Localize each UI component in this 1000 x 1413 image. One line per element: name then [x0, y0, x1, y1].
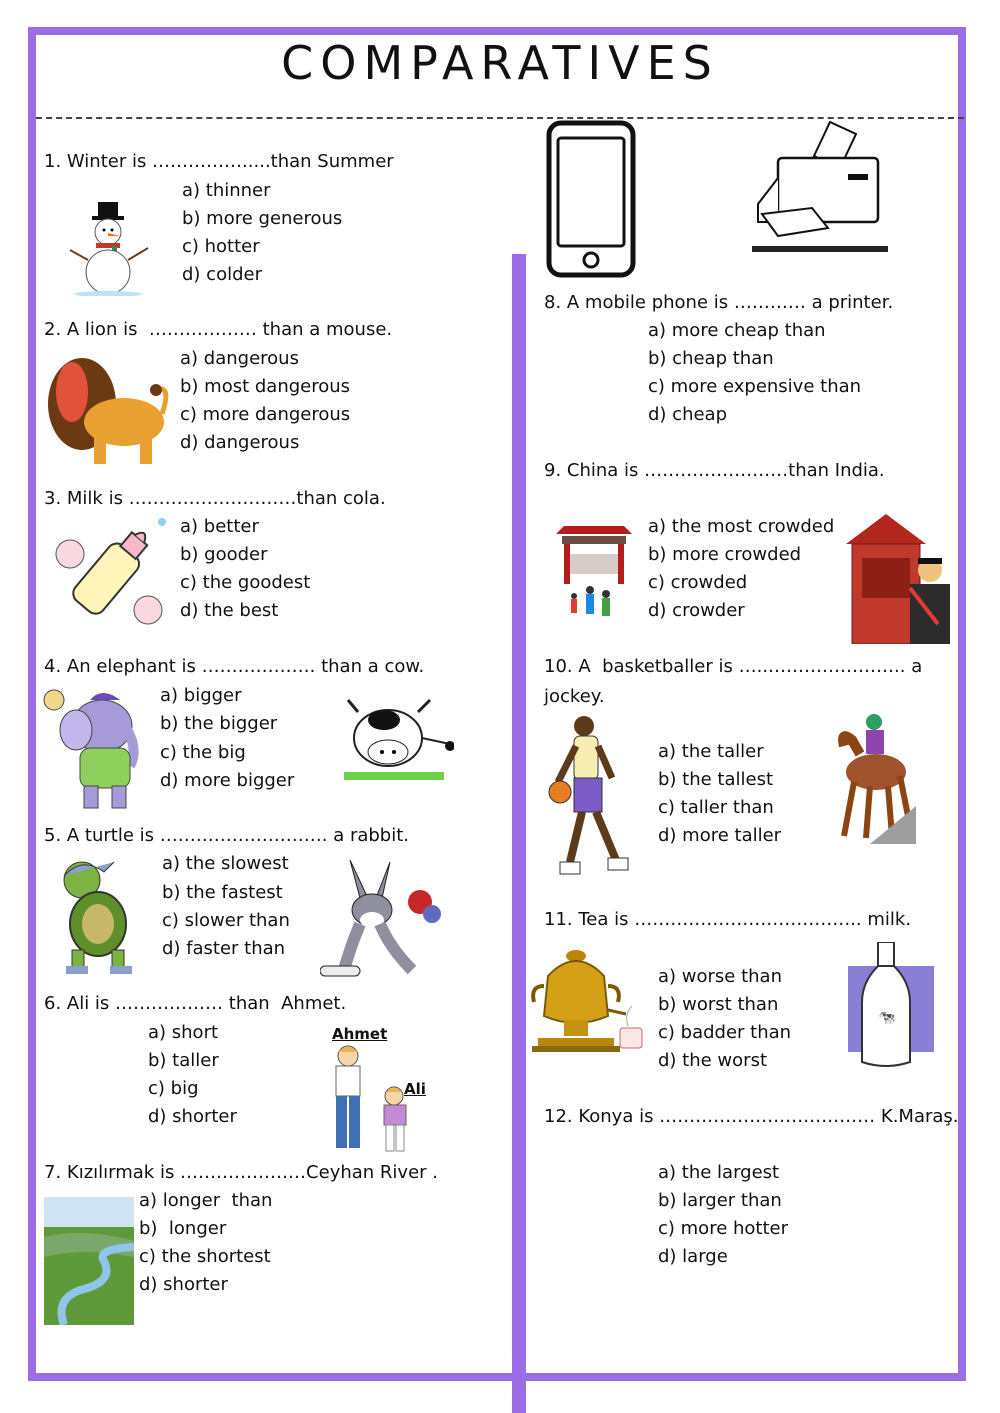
rabbit-icon	[320, 858, 452, 980]
q3-option-a[interactable]: a) better	[180, 516, 259, 537]
q2-option-d[interactable]: d) dangerous	[180, 432, 300, 453]
mobile-phone-icon	[546, 120, 636, 278]
question-8: 8. A mobile phone is ………… a printer.	[544, 292, 894, 313]
question-9: 9. China is ……………………than India.	[544, 460, 885, 481]
q5-option-a[interactable]: a) the slowest	[162, 853, 289, 874]
q1-option-c[interactable]: c) hotter	[182, 236, 260, 257]
q5-option-b[interactable]: b) the fastest	[162, 882, 283, 903]
chinese-man-icon	[846, 514, 950, 644]
q8-option-b[interactable]: b) cheap than	[648, 348, 774, 369]
q4-option-b[interactable]: b) the bigger	[160, 713, 278, 734]
boys-icon	[326, 1044, 422, 1154]
q3-option-d[interactable]: d) the best	[180, 600, 279, 621]
printer-icon	[752, 118, 888, 254]
q4-option-d[interactable]: d) more bigger	[160, 770, 295, 791]
samovar-tea-icon	[528, 946, 652, 1058]
q10-option-c[interactable]: c) taller than	[658, 797, 774, 818]
q10-option-a[interactable]: a) the taller	[658, 741, 764, 762]
q9-option-c[interactable]: c) crowded	[648, 572, 748, 593]
question-12: 12. Konya is ……………………………… K.Maraş.	[544, 1106, 959, 1127]
question-4: 4. An elephant is ………………. than a cow.	[44, 656, 425, 677]
q10-option-d[interactable]: d) more taller	[658, 825, 782, 846]
question-10-continued: jockey.	[544, 686, 605, 707]
cow-icon	[340, 694, 454, 784]
q12-option-a[interactable]: a) the largest	[658, 1162, 780, 1183]
svg-text:🐄: 🐄	[878, 1010, 896, 1026]
q6-option-c[interactable]: c) big	[148, 1078, 199, 1099]
q12-option-b[interactable]: b) larger than	[658, 1190, 782, 1211]
river-icon	[44, 1197, 134, 1325]
question-3: 3. Milk is …………….…………than cola.	[44, 488, 386, 509]
q7-option-b[interactable]: b) longer	[139, 1218, 227, 1239]
q8-option-d[interactable]: d) cheap	[648, 404, 728, 425]
q3-option-c[interactable]: c) the goodest	[180, 572, 311, 593]
snowman-icon	[66, 200, 152, 296]
jockey-horse-icon	[830, 710, 918, 844]
q12-option-c[interactable]: c) more hotter	[658, 1218, 788, 1239]
q2-option-b[interactable]: b) most dangerous	[180, 376, 351, 397]
q11-option-b[interactable]: b) worst than	[658, 994, 779, 1015]
q4-option-c[interactable]: c) the big	[160, 742, 246, 763]
question-6: 6. Ali is ……………… than Ahmet.	[44, 993, 347, 1014]
question-2: 2. A lion is ……………… than a mouse.	[44, 319, 393, 340]
q2-option-a[interactable]: a) dangerous	[180, 348, 299, 369]
q4-option-a[interactable]: a) bigger	[160, 685, 242, 706]
column-divider	[512, 254, 526, 1413]
q5-option-d[interactable]: d) faster than	[162, 938, 286, 959]
q2-option-c[interactable]: c) more dangerous	[180, 404, 351, 425]
q9-option-a[interactable]: a) the most crowded	[648, 516, 835, 537]
question-11: 11. Tea is ……………………………….. milk.	[544, 909, 912, 930]
question-1: 1. Winter is …………….....than Summer	[44, 151, 394, 172]
question-10: 10. A basketballer is …..………………….. a	[544, 656, 923, 677]
elephant-icon	[40, 686, 152, 812]
q8-option-c[interactable]: c) more expensive than	[648, 376, 862, 397]
q7-option-c[interactable]: c) the shortest	[139, 1246, 271, 1267]
q1-option-b[interactable]: b) more generous	[182, 208, 343, 229]
turtle-icon	[52, 854, 144, 978]
milk-bottle-icon	[48, 514, 172, 632]
q11-option-d[interactable]: d) the worst	[658, 1050, 768, 1071]
q1-option-d[interactable]: d) colder	[182, 264, 262, 285]
q7-option-a[interactable]: a) longer than	[139, 1190, 273, 1211]
page-title: COMPARATIVES	[281, 36, 719, 90]
q11-option-c[interactable]: c) badder than	[658, 1022, 792, 1043]
question-5: 5. A turtle is ………………………. a rabbit.	[44, 825, 410, 846]
q10-option-b[interactable]: b) the tallest	[658, 769, 774, 790]
q8-option-a[interactable]: a) more cheap than	[648, 320, 826, 341]
q6-option-a[interactable]: a) short	[148, 1022, 219, 1043]
q3-option-b[interactable]: b) gooder	[180, 544, 268, 565]
q6-option-b[interactable]: b) taller	[148, 1050, 219, 1071]
lion-icon	[44, 344, 176, 468]
ali-label: Ali	[404, 1080, 426, 1098]
q7-option-d[interactable]: d) shorter	[139, 1274, 228, 1295]
q12-option-d[interactable]: d) large	[658, 1246, 728, 1267]
basketballer-icon	[546, 712, 632, 884]
china-gate-icon	[554, 524, 634, 624]
q5-option-c[interactable]: c) slower than	[162, 910, 290, 931]
q11-option-a[interactable]: a) worse than	[658, 966, 782, 987]
milk-glass-bottle-icon	[848, 942, 940, 1070]
q6-option-d[interactable]: d) shorter	[148, 1106, 237, 1127]
question-7: 7. Kızılırmak is …………………Ceyhan River .	[44, 1162, 438, 1183]
q1-option-a[interactable]: a) thinner	[182, 180, 271, 201]
q9-option-d[interactable]: d) crowder	[648, 600, 745, 621]
ahmet-label: Ahmet	[332, 1025, 388, 1043]
q9-option-b[interactable]: b) more crowded	[648, 544, 802, 565]
